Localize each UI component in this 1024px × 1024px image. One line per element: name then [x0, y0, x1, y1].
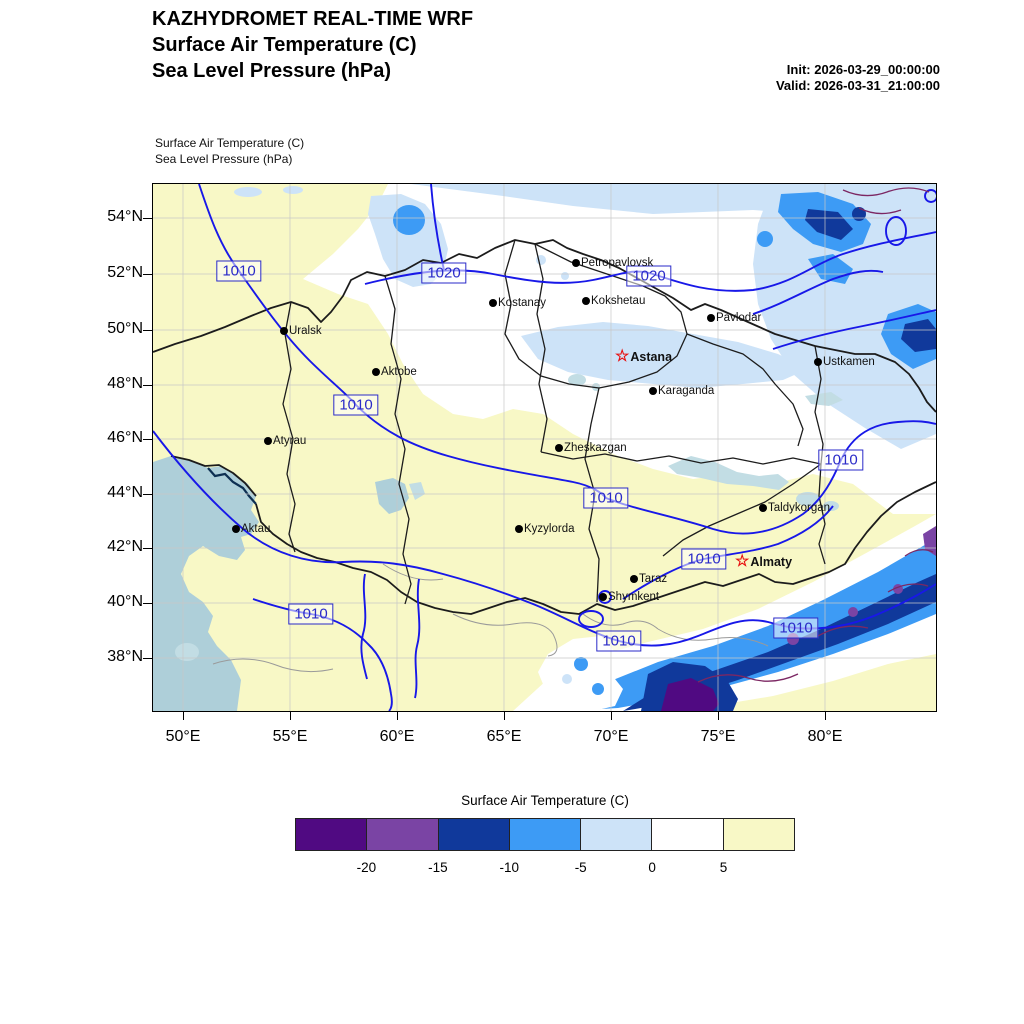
city-label: Kokshetau: [591, 294, 646, 307]
pressure-contour-label: 1010: [681, 549, 726, 570]
pressure-contour-label: 1010: [818, 450, 863, 471]
city-dot-icon: [372, 368, 380, 376]
city-dot-icon: [232, 525, 240, 533]
y-axis-tick: [143, 218, 153, 219]
x-axis-tick: [504, 711, 505, 720]
y-axis-tick-label: 44°N: [107, 484, 143, 501]
city-dot-icon: [630, 575, 638, 583]
capital-city-marker: [735, 553, 792, 571]
city-dot-icon: [489, 299, 497, 307]
y-axis-tick-label: 46°N: [107, 429, 143, 446]
city-marker: [515, 520, 575, 538]
legend-color-segment: [296, 819, 367, 850]
model-times: [776, 62, 940, 94]
legend-tick-label: -5: [574, 860, 587, 875]
legend-color-segment: [652, 819, 723, 850]
x-axis-tick: [397, 711, 398, 720]
city-label: Almaty: [750, 554, 793, 569]
city-label: Ustkamen: [823, 355, 875, 368]
y-axis-tick: [143, 274, 153, 275]
x-axis-tick-label: 75°E: [700, 728, 736, 745]
city-label: Karaganda: [658, 384, 715, 397]
pressure-contour-label: 1020: [626, 266, 671, 287]
legend-tick-label: -10: [499, 860, 520, 875]
pressure-contour-label: 1010: [333, 395, 378, 416]
legend-tick-label: -15: [428, 860, 448, 875]
city-label: Atyrau: [273, 434, 307, 447]
y-axis-tick: [143, 439, 153, 440]
x-axis-tick: [611, 711, 612, 720]
capital-star-icon: ☆: [735, 552, 750, 570]
init-time: Init: 2026-03-29_00:00:00: [786, 62, 940, 77]
city-marker: [572, 254, 653, 272]
x-axis-tick: [718, 711, 719, 720]
legend-color-segment: [439, 819, 510, 850]
city-marker: [649, 382, 714, 400]
x-axis-tick-label: 50°E: [165, 728, 201, 745]
city-label: Taldykorgan: [768, 501, 831, 514]
title-line-1: KAZHYDROMET REAL-TIME WRF: [152, 8, 474, 30]
pressure-contour-label: 1010: [596, 631, 641, 652]
city-marker: [814, 353, 875, 371]
x-axis-tick-label: 70°E: [593, 728, 629, 745]
capital-star-icon: ☆: [615, 347, 630, 365]
city-marker: [232, 520, 270, 538]
city-label: Aktau: [241, 522, 271, 535]
y-axis-tick: [143, 603, 153, 604]
city-marker: [759, 499, 830, 517]
x-axis-tick-label: 65°E: [486, 728, 522, 745]
city-label: Pavlodar: [716, 311, 762, 324]
x-axis-tick: [183, 711, 184, 720]
city-marker: [555, 439, 627, 457]
legend-color-segment: [724, 819, 794, 850]
legend-color-segment: [367, 819, 438, 850]
legend-color-segment: [510, 819, 581, 850]
y-axis-tick-label: 50°N: [107, 320, 143, 337]
temperature-colorbar: [295, 818, 795, 851]
y-axis-tick-label: 40°N: [107, 593, 143, 610]
y-axis-tick: [143, 658, 153, 659]
map-canvas: [107, 183, 937, 745]
legend-color-segment: [581, 819, 652, 850]
city-label: Kostanay: [498, 296, 546, 309]
city-marker: [707, 309, 761, 327]
city-label: Aktobe: [381, 365, 417, 378]
city-label: Kyzylorda: [524, 522, 575, 535]
valid-time: Valid: 2026-03-31_21:00:00: [775, 78, 940, 93]
y-axis-tick: [143, 330, 153, 331]
city-dot-icon: [649, 387, 657, 395]
map-inset-titles: [155, 135, 304, 167]
x-axis-tick: [290, 711, 291, 720]
y-axis-tick-label: 38°N: [107, 648, 143, 665]
legend-tick-label: 5: [719, 860, 728, 875]
city-dot-icon: [707, 314, 715, 322]
inset-title-1: Surface Air Temperature (C): [155, 136, 305, 150]
capital-city-marker: [615, 348, 672, 366]
city-dot-icon: [582, 297, 590, 305]
y-axis-tick: [143, 494, 153, 495]
city-label: Uralsk: [289, 324, 322, 337]
x-axis-tick: [825, 711, 826, 720]
city-dot-icon: [264, 437, 272, 445]
city-label: Petropavlovsk: [581, 256, 654, 269]
legend-title: Surface Air Temperature (C): [461, 793, 629, 808]
x-axis-tick-label: 55°E: [272, 728, 308, 745]
city-label: Zheskazgan: [564, 441, 627, 454]
y-axis-tick: [143, 548, 153, 549]
pressure-contour-label: 1010: [773, 618, 818, 639]
city-marker: [630, 570, 667, 588]
title-line-2: Surface Air Temperature (C): [152, 34, 417, 56]
city-marker: [599, 588, 659, 606]
x-axis-tick-label: 60°E: [379, 728, 415, 745]
y-axis-tick-label: 54°N: [107, 208, 143, 225]
city-marker: [582, 292, 645, 310]
city-dot-icon: [814, 358, 822, 366]
pressure-contour-label: 1010: [288, 604, 333, 625]
pressure-contour-label: 1020: [421, 263, 466, 284]
city-dot-icon: [599, 593, 607, 601]
city-dot-icon: [572, 259, 580, 267]
page-title: [152, 6, 473, 84]
city-dot-icon: [759, 504, 767, 512]
city-marker: [280, 322, 322, 340]
y-axis-tick: [143, 385, 153, 386]
city-marker: [264, 432, 306, 450]
y-axis-tick-label: 52°N: [107, 264, 143, 281]
city-label: Taraz: [639, 572, 668, 585]
city-dot-icon: [515, 525, 523, 533]
legend-tick-label: -20: [356, 860, 377, 875]
city-label: Shymkent: [608, 590, 660, 603]
x-axis-tick-label: 80°E: [807, 728, 843, 745]
y-axis-tick-label: 42°N: [107, 538, 143, 555]
y-axis-tick-label: 48°N: [107, 375, 143, 392]
city-marker: [372, 363, 417, 381]
title-line-3: Sea Level Pressure (hPa): [152, 60, 392, 82]
inset-title-2: Sea Level Pressure (hPa): [155, 152, 293, 166]
city-label: Astana: [630, 349, 673, 364]
city-dot-icon: [555, 444, 563, 452]
legend-tick-label: 0: [648, 860, 656, 875]
pressure-contour-label: 1010: [216, 261, 261, 282]
city-marker: [489, 294, 546, 312]
pressure-contour-label: 1010: [583, 488, 628, 509]
city-dot-icon: [280, 327, 288, 335]
